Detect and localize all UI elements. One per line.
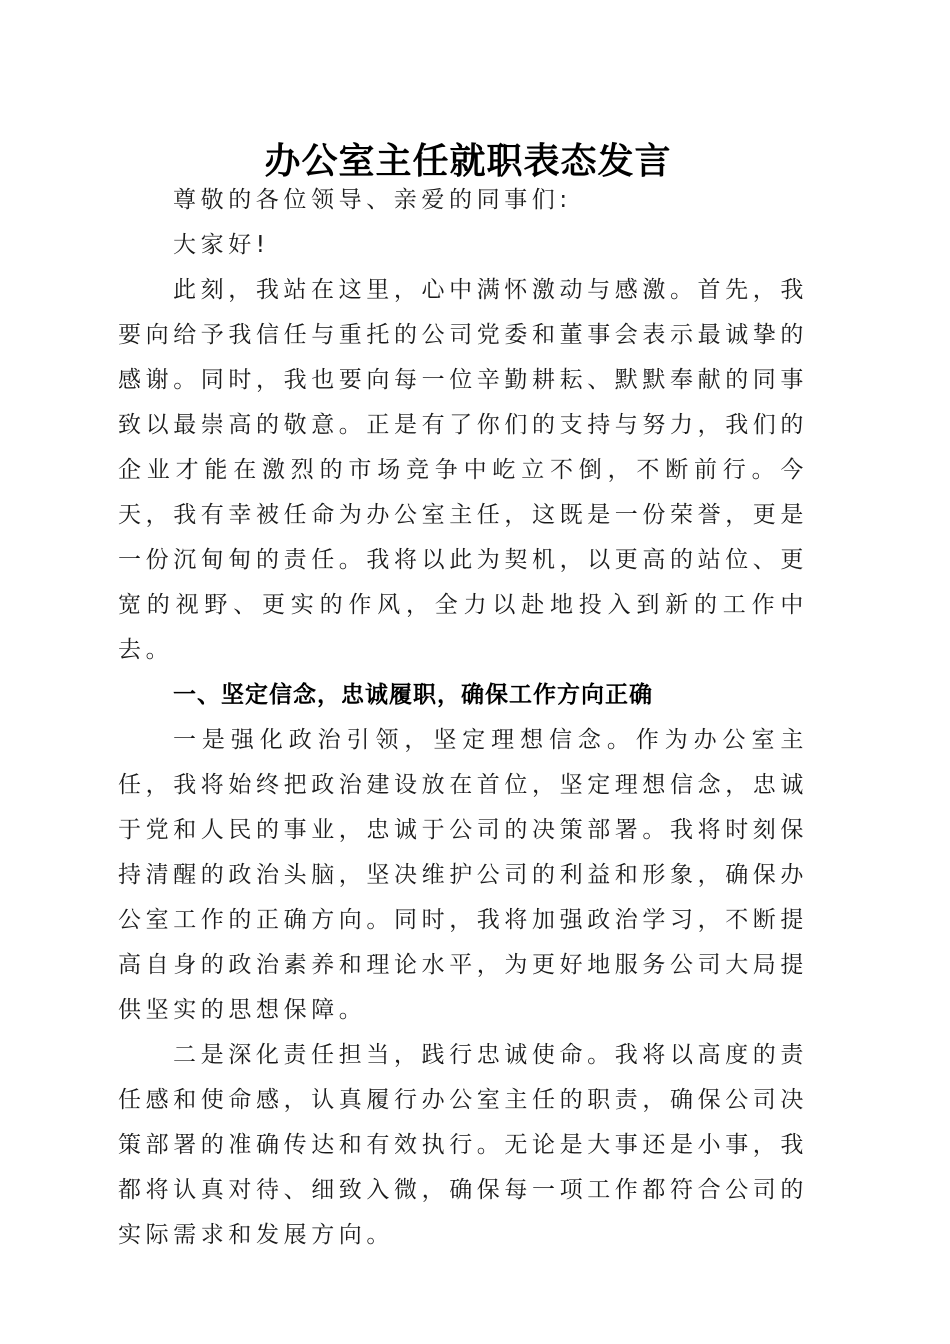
intro-paragraph: 此刻，我站在这里，心中满怀激动与感激。首先，我要向给予我信任与重托的公司党委和董事会表示最诚挚的感谢。同时，我也要向每一位辛勤耕耘、默默奉献的同事致以最崇高的敬意。正是有了你们的支持与努力，我们的企业才能在激烈的市场竞争中屹立不倒，不断前行。今天，我有幸被任命为办公室主任，这既是一份荣誉，更是一份沉甸甸的责任。我将以此为契机，以更高的站位、更宽的视野、更实的作风，全力以赴地投入到新的工作中去。: [118, 277, 808, 663]
document-body: [118, 178, 808, 1258]
hello-paragraph: 大家好!: [173, 232, 270, 258]
section-heading: 一、坚定信念，忠诚履职，确保工作方向正确: [173, 682, 653, 708]
section-paragraph: 一是强化政治引领，坚定理想信念。作为办公室主任，我将始终把政治建设放在首位，坚定理想信念，忠诚于党和人民的事业，忠诚于公司的决策部署。我将时刻保持清醒的政治头脑，坚决维护公司的利益和形象，确保办公室工作的正确方向。同时，我将加强政治学习，不断提高自身的政治素养和理论水平，为更好地服务公司大局提供坚实的思想保障。: [118, 727, 808, 1023]
section-paragraph: 二是深化责任担当，践行忠诚使命。我将以高度的责任感和使命感，认真履行办公室主任的职责，确保公司决策部署的准确传达和有效执行。无论是大事还是小事，我都将认真对待、细致入微，确保每一项工作都符合公司的实际需求和发展方向。: [118, 1042, 808, 1248]
document-title: 办公室主任就职表态发言: [264, 140, 672, 182]
greeting-paragraph: 尊敬的各位领导、亲爱的同事们:: [173, 187, 572, 213]
